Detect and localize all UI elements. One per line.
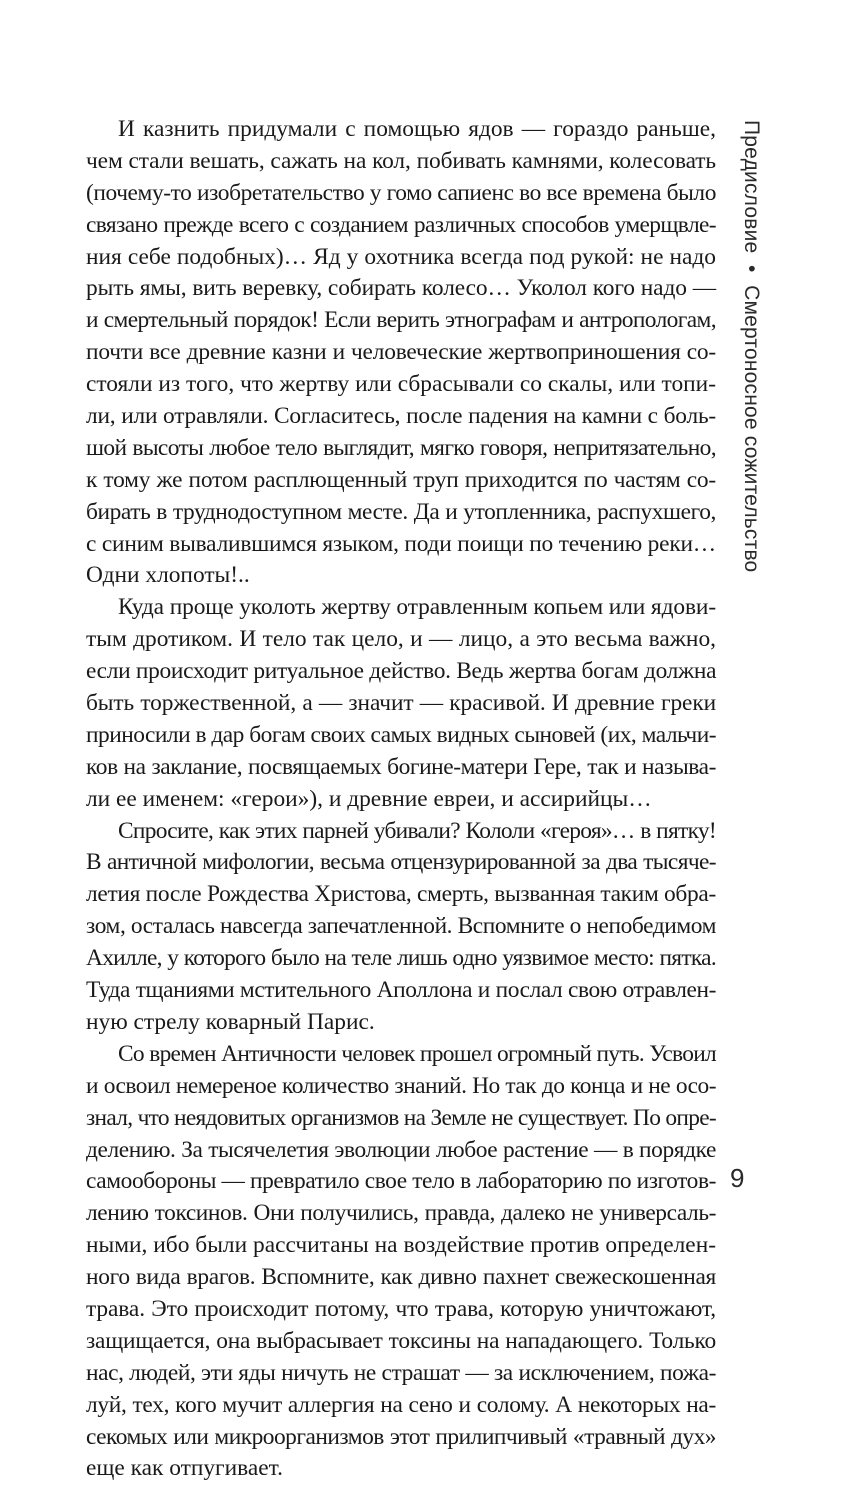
text-line: чем стали вешать, сажать на кол, побивать камнями, колесовать [86,147,716,174]
page-number: 9 [730,1163,745,1193]
text-line: тым дротиком. И тело так цело, и — лицо, а это весьма важно, [86,626,716,653]
text-line: если происходит ритуальное действо. Ведь жертва богам должна [86,658,717,685]
text-line: Туда тщаниями мстительного Аполлона и послал свою отравлен- [86,977,716,1004]
text-line: еще как отпугивает. [86,1455,283,1482]
text-line: И казнить придумали с помощью ядов — гораздо раньше, [118,116,716,142]
text-line: почти все древние казни и человеческие жертвоприношения со- [86,339,716,366]
running-head [736,120,766,573]
text-line: делению. За тысячелетия эволюции любое растение — в порядке [86,1136,716,1163]
text-line: ли, или отравляли. Согласитесь, после падения на камни с боль- [86,403,716,430]
text-line: Куда проще уколоть жертву отравленным копьем или ядови- [118,594,717,621]
text-line: Спросите, как этих парней убивали? Кололи «героя»… в пятку! [118,817,716,844]
text-line: ния себе подобных)… Яд у охотника всегда под рукой: не надо [86,243,716,270]
text-line: ли ее именем: «герои»), и древние евреи, и ассирийцы… [86,785,652,812]
running-head-part2: Смертоносное сожительство [740,285,763,573]
text-line: защищается, она выбрасывает токсины на нападающего. Только [86,1327,716,1354]
text-line: Со времен Античности человек прошел огромный путь. Усвоил [118,1040,716,1067]
text-line: к тому же потом расплющенный труп приходится по частям со- [86,466,716,493]
text-line: быть торжественной, а — значит — красивой. И древние греки [86,690,716,717]
text-line: бирать в труднодоступном месте. Да и утопленника, распухшего, [86,498,716,525]
text-line: ков на заклание, посвящаемых богине-матери Гере, так и называ- [86,753,716,780]
text-line: нас, людей, эти яды ничуть не страшат — за исключением, пожа- [86,1359,716,1386]
text-line: самообороны — превратило свое тело в лабораторию по изготов- [86,1168,716,1195]
running-head-part1: Предисловие [740,120,763,254]
text-line: летия после Рождества Христова, смерть, вызванная таким обра- [86,881,716,908]
text-line: зом, осталась навсегда запечатленной. Вспомните о непобедимом [86,913,717,940]
text-line: и освоил немереное количество знаний. Но так до конца и не осо- [86,1072,716,1099]
text-line: трава. Это происходит потому, что трава, которую уничтожают, [86,1295,716,1322]
text-line: рыть ямы, вить веревку, собирать колесо… Уколол кого надо — [86,275,716,302]
text-line: и смертельный порядок! Если верить этнографам и антропологам, [86,307,716,334]
text-line: знал, что неядовитых организмов на Земле не существует. По опре- [86,1104,716,1131]
text-line: приносили в дар богам своих самых видных сыновей (их, мальчи- [86,721,716,748]
text-line: с синим вывалившимся языком, поди поищи по течению реки… [86,530,716,557]
text-line: (почему-то изобретательство у гомо сапиенс во все времена было [86,179,716,206]
text-line: связано прежде всего с созданием различных способов умерщвле- [86,211,716,238]
text-line: ную стрелу коварный Парис. [86,1008,375,1035]
running-head-separator: • [740,265,763,274]
body-text [86,114,716,1485]
text-line: секомых или микроорганизмов этот прилипчивый «травный дух» [86,1423,716,1450]
text-line: лению токсинов. Они получились, правда, далеко не универсаль- [86,1200,716,1227]
text-line: луй, тех, кого мучит аллергия на сено и солому. А некоторых на- [86,1391,716,1418]
text-line: В античной мифологии, весьма отцензурированной за два тысяче- [86,849,716,876]
text-line: Одни хлопоты!.. [86,562,250,589]
text-line: стояли из того, что жертву или сбрасывали со скалы, или топи- [86,371,716,398]
text-line: Ахилле, у которого было на теле лишь одно уязвимое место: пятка. [86,945,716,972]
text-line: шой высоты любое тело выглядит, мягко говоря, непритязательно, [86,434,716,461]
text-line: ного вида врагов. Вспомните, как дивно пахнет свежескошенная [86,1264,716,1291]
text-line: ными, ибо были рассчитаны на воздействие против определен- [86,1232,716,1259]
